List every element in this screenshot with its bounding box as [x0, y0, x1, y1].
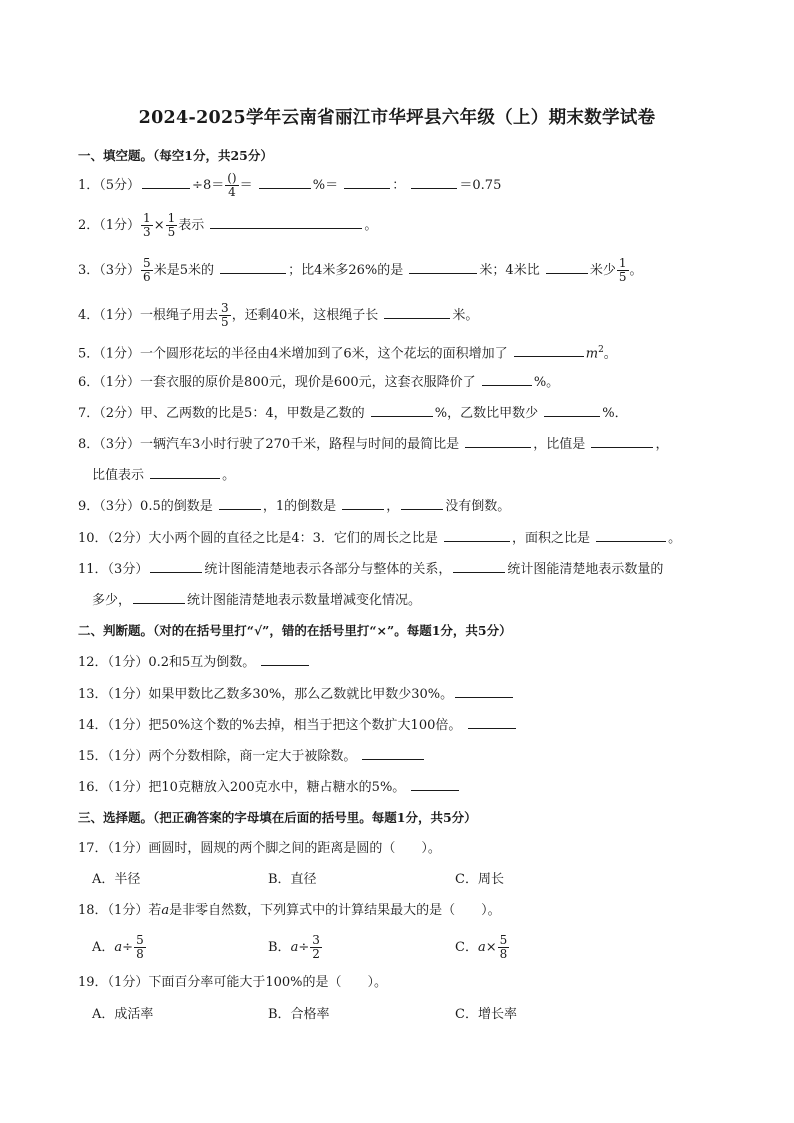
- question-4: [78, 302, 478, 329]
- answer-blank[interactable]: [150, 559, 202, 573]
- section-multiple-choice: 三、选择题。（把正确答案的字母填在后面的括号里。每题1分，共5分）: [78, 810, 477, 825]
- question-12: [78, 652, 311, 672]
- question-text: ；比4米多26%的是: [288, 263, 404, 278]
- unit-exponent: 2: [598, 345, 604, 355]
- operator: ：: [392, 178, 406, 193]
- question-17: [78, 840, 441, 858]
- option-c[interactable]: C．周长: [455, 872, 504, 887]
- question-text: 9．（3分）0.5的倒数是: [78, 499, 213, 514]
- question-text: 统计图能清楚地表示各部分与整体的关系，: [204, 562, 452, 577]
- section-fill-blank: 一、填空题。（每空1分，共25分）: [78, 148, 273, 163]
- operator: ×: [153, 218, 165, 233]
- fraction-denominator: 5: [221, 315, 229, 329]
- fraction-numerator: 5: [136, 933, 144, 947]
- question-8-line2: [92, 465, 235, 485]
- question-text: 13．（1分）如果甲数比乙数多30%，那么乙数就比甲数少30%。: [78, 687, 454, 702]
- fraction-numerator: 1: [167, 211, 176, 225]
- option-a[interactable]: [92, 934, 147, 961]
- question-16: [78, 777, 461, 797]
- fraction: [225, 172, 238, 199]
- answer-blank[interactable]: [371, 403, 433, 417]
- question-text: 17．（1分）画圆时，圆规的两个脚之间的距离是圆的（ ）。: [78, 841, 441, 856]
- question-7: [78, 403, 628, 423]
- fraction-numerator: 1: [618, 256, 627, 270]
- fraction-numerator: 5: [143, 256, 151, 270]
- question-text: 18．（1分）若: [78, 903, 162, 918]
- answer-blank[interactable]: [455, 684, 513, 698]
- option-a[interactable]: A．半径: [92, 872, 141, 887]
- answer-blank[interactable]: [453, 559, 505, 573]
- option-a[interactable]: A．成活率: [92, 1007, 154, 1022]
- variable: a: [290, 940, 299, 955]
- operator: %＝: [312, 178, 339, 193]
- answer-blank[interactable]: [220, 260, 286, 274]
- question-text: 8．（3分）一辆汽车3小时行驶了270千米，路程与时间的最简比是: [78, 437, 460, 452]
- question-9: [78, 496, 510, 516]
- question-text: 15．（1分）两个分数相除，商一定大于被除数。: [78, 749, 357, 764]
- option-c[interactable]: [455, 934, 510, 961]
- answer-blank[interactable]: [514, 343, 584, 357]
- question-text: 米少: [589, 263, 616, 278]
- question-text: 19．（1分）下面百分率可能大于100%的是（ ）。: [78, 975, 387, 990]
- question-text: 米；4米比: [479, 263, 540, 278]
- question-10: [78, 528, 681, 548]
- fraction: [219, 302, 231, 329]
- answer-blank[interactable]: [411, 175, 457, 189]
- fraction: [134, 934, 146, 961]
- question-6: [78, 372, 559, 392]
- answer-blank[interactable]: [468, 715, 516, 729]
- fraction-numerator: 3: [312, 933, 320, 947]
- operator: ＝0.75: [459, 178, 502, 193]
- question-label: 3．（3分）: [78, 263, 141, 278]
- fraction: [498, 934, 510, 961]
- question-15: [78, 746, 426, 766]
- answer-blank[interactable]: [142, 175, 190, 189]
- fraction-denominator: 8: [499, 947, 508, 961]
- answer-blank[interactable]: [133, 590, 185, 604]
- fraction: [141, 212, 153, 239]
- fraction-numerator: (): [227, 171, 237, 185]
- answer-blank[interactable]: [401, 496, 443, 510]
- question-11-line2: [92, 590, 421, 610]
- punctuation: %．: [602, 406, 628, 421]
- fraction: [617, 257, 629, 284]
- answer-blank[interactable]: [591, 434, 653, 448]
- answer-blank[interactable]: [411, 777, 459, 791]
- question-text: 比值表示: [92, 468, 145, 483]
- question-text: 10．（2分）大小两个圆的直径之比是4：3．它们的周长之比是: [78, 531, 438, 546]
- answer-blank[interactable]: [210, 215, 362, 229]
- fraction-denominator: 4: [228, 185, 236, 199]
- option-label: B．: [268, 940, 291, 955]
- variable: a: [114, 940, 123, 955]
- question-label: 11．（3分）: [78, 562, 149, 577]
- question-text: 统计图能清楚地表示数量增减变化情况。: [187, 593, 422, 608]
- answer-blank[interactable]: [544, 403, 600, 417]
- operator: ÷: [298, 940, 310, 955]
- question-text: 4．（1分）一根绳子用去: [78, 308, 219, 323]
- question-13: [78, 684, 515, 704]
- question-text: ，还剩40米，这根绳子长: [231, 308, 379, 323]
- fraction-numerator: 1: [143, 211, 151, 225]
- fraction: [141, 257, 153, 284]
- operator: ÷: [122, 940, 134, 955]
- operator: ÷8＝: [192, 178, 225, 193]
- question-label: 2．（1分）: [78, 218, 141, 233]
- answer-blank[interactable]: [362, 746, 424, 760]
- answer-blank[interactable]: [465, 434, 531, 448]
- question-text: 5．（1分）一个圆形花坛的半径由4米增加到了6米，这个花坛的面积增加了: [78, 346, 508, 362]
- punctuation: 。: [629, 263, 643, 278]
- question-14: [78, 715, 518, 735]
- answer-blank[interactable]: [409, 260, 477, 274]
- question-11: [78, 559, 663, 579]
- question-text: 7．（2分）甲、乙两数的比是5：4，甲数是乙数的: [78, 406, 365, 421]
- punctuation: 。: [222, 468, 236, 483]
- answer-blank[interactable]: [150, 465, 220, 479]
- punctuation: ，: [655, 437, 669, 452]
- fraction-numerator: 5: [499, 933, 508, 947]
- fraction-denominator: 3: [143, 225, 151, 239]
- option-b[interactable]: [268, 934, 323, 961]
- fraction-denominator: 5: [167, 225, 176, 239]
- punctuation: %。: [533, 375, 560, 390]
- question-text: 多少，: [92, 593, 132, 608]
- variable: a: [477, 940, 486, 955]
- fraction-denominator: 5: [618, 270, 627, 284]
- question-text: 6．（1分）一套衣服的原价是800元，现价是600元，这套衣服降价了: [78, 375, 476, 390]
- question-text: 是非零自然数，下列算式中的计算结果最大的是（ ）。: [169, 903, 501, 918]
- question-2: [78, 212, 377, 239]
- question-text: 12．（1分）0.2和5互为倒数。: [78, 655, 256, 670]
- option-label: A．: [92, 940, 115, 955]
- answer-blank[interactable]: [482, 372, 532, 386]
- question-19: [78, 974, 387, 992]
- punctuation: 。: [603, 346, 617, 362]
- operator: ＝: [239, 178, 253, 193]
- punctuation: 。: [364, 218, 378, 233]
- option-b[interactable]: B．合格率: [268, 1007, 330, 1022]
- question-text: %，乙数比甲数少: [434, 406, 539, 421]
- question-18: [78, 902, 501, 920]
- answer-blank[interactable]: [261, 652, 309, 666]
- variable: a: [161, 903, 170, 918]
- answer-blank[interactable]: [344, 175, 390, 189]
- question-3: [78, 257, 643, 284]
- fraction-numerator: 3: [221, 301, 229, 315]
- punctuation: 。: [668, 531, 682, 546]
- operator: ×: [485, 940, 497, 955]
- question-text: 没有倒数。: [445, 499, 511, 514]
- question-text: ，比值是: [533, 437, 586, 452]
- fraction-denominator: 8: [136, 947, 144, 961]
- answer-blank[interactable]: [259, 175, 311, 189]
- answer-blank[interactable]: [342, 496, 384, 510]
- section-true-false: 二、判断题。（对的在括号里打“√”，错的在括号里打“×”。每题1分，共5分）: [78, 623, 512, 638]
- unit: m: [585, 346, 599, 362]
- answer-blank[interactable]: [596, 528, 666, 542]
- option-b[interactable]: B．直径: [268, 872, 317, 887]
- question-1: [78, 172, 501, 199]
- fraction: [166, 212, 178, 239]
- answer-blank[interactable]: [546, 260, 588, 274]
- question-8: [78, 434, 668, 454]
- punctuation: ，: [386, 499, 400, 514]
- question-text: 米是5米的: [153, 263, 214, 278]
- question-text: 14．（1分）把50%这个数的%去掉，相当于把这个数扩大100倍。: [78, 718, 462, 733]
- page-title: 2024-2025学年云南省丽江市华坪县六年级（上）期末数学试卷: [138, 108, 656, 128]
- question-label: 1．（5分）: [78, 178, 141, 193]
- question-text: ，面积之比是: [512, 531, 591, 546]
- question-5: [78, 341, 617, 363]
- option-c[interactable]: C．增长率: [455, 1007, 517, 1022]
- question-text: ，1的倒数是: [262, 499, 337, 514]
- fraction: [310, 934, 322, 961]
- question-text: 统计图能清楚地表示数量的: [507, 562, 664, 577]
- option-label: C．: [455, 940, 478, 955]
- question-text: 16．（1分）把10克糖放入200克水中，糖占糖水的5%。: [78, 780, 406, 795]
- answer-blank[interactable]: [219, 496, 261, 510]
- answer-blank[interactable]: [384, 305, 450, 319]
- fraction-denominator: 6: [143, 270, 151, 284]
- question-text: 米。: [452, 308, 479, 323]
- question-text: 表示: [178, 218, 205, 233]
- answer-blank[interactable]: [444, 528, 510, 542]
- fraction-denominator: 2: [312, 947, 320, 961]
